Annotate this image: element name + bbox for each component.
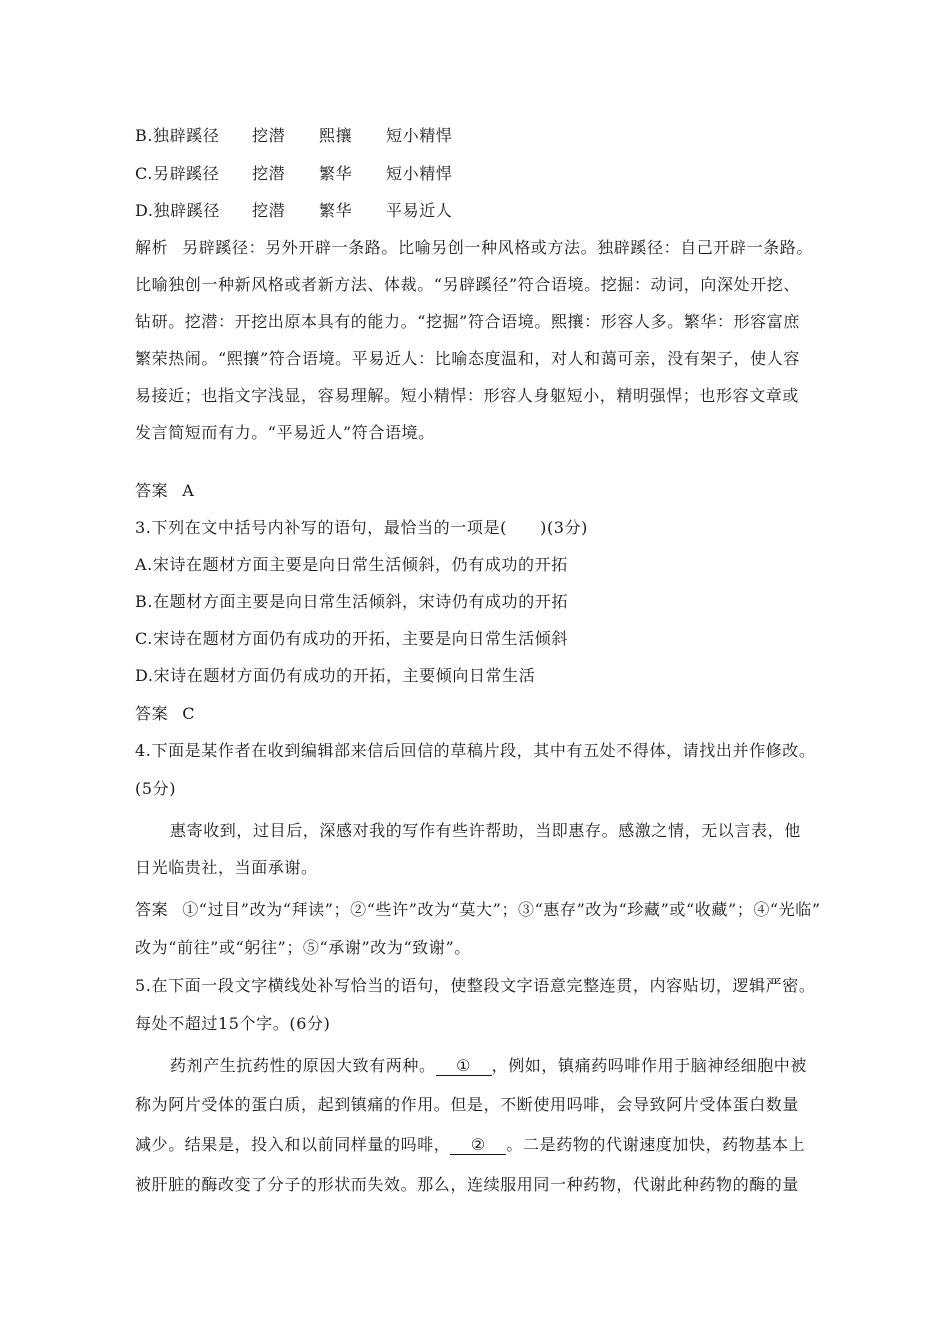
- analysis-line: [135, 237, 813, 259]
- analysis-text: 另辟蹊径：另外开辟一条路。比喻另创一种风格或方法。独辟蹊径：自己开辟一条路。: [182, 238, 814, 257]
- passage-text: 。二是药物的代谢速度加快，药物基本上: [506, 1135, 806, 1154]
- q5-passage: 称为阿片受体的蛋白质，起到镇痛的作用。但是，不断使用吗啡，会导致阿片受体蛋白数量: [135, 1095, 800, 1114]
- option-word: 短小精悍: [386, 164, 453, 183]
- q3-option-a: A.宋诗在题材方面主要是向日常生活倾斜，仍有成功的开拓: [135, 555, 568, 574]
- option-word: 繁华: [319, 201, 353, 220]
- analysis-line: 繁荣热闹。“熙攘”符合语境。平易近人：比喻态度温和，对人和蔼可亲，没有架子，使人容: [135, 349, 800, 368]
- passage-text: 减少。结果是，投入和以前同样量的吗啡，: [135, 1135, 451, 1154]
- option-word: 繁华: [319, 164, 353, 183]
- option-letter: C.: [135, 164, 153, 183]
- analysis-line: 易接近；也指文字浅显，容易理解。短小精悍：形容人身躯短小，精明强悍；也形容文章或: [135, 386, 800, 405]
- q3-option-d: D.宋诗在题材方面仍有成功的开拓，主要倾向日常生活: [135, 666, 536, 685]
- option-word: 另辟蹊径: [152, 164, 220, 183]
- q3-option-b: B.在题材方面主要是向日常生活倾斜，宋诗仍有成功的开拓: [135, 592, 569, 611]
- q3-answer: [135, 703, 195, 725]
- answer-label: 答案: [135, 704, 169, 723]
- q5-passage: [170, 1055, 807, 1077]
- option-word: 挖潜: [252, 164, 286, 183]
- q4-stem: (5分): [135, 779, 177, 798]
- fill-blank-2: ②: [450, 1136, 506, 1155]
- analysis-line: 发言简短而有力。“平易近人”符合语境。: [135, 423, 435, 442]
- option-word: 挖潜: [252, 201, 286, 220]
- analysis-line: 比喻独创一种新风格或者新方法、体裁。“另辟蹊径”符合语境。挖掘：动词，向深处开挖、: [135, 275, 800, 294]
- q5-stem: 每处不超过15个字。(6分): [135, 1014, 331, 1033]
- analysis-label: 解析: [135, 238, 169, 257]
- option-word: 挖潜: [252, 126, 286, 145]
- analysis-line: 钻研。挖潜：开挖出原本具有的能力。“挖掘”符合语境。熙攘：形容人多。繁华：形容富庶: [135, 312, 800, 331]
- option-c: [135, 163, 452, 185]
- q3-stem: 3.下列在文中括号内补写的语句，最恰当的一项是( )(3分): [135, 518, 589, 537]
- passage-text: ，例如，镇痛药吗啡作用于脑神经细胞中被: [491, 1056, 808, 1075]
- q4-stem: 4.下面是某作者在收到编辑部来信后回信的草稿片段，其中有五处不得体，请找出并作修改。: [135, 741, 816, 760]
- q4-answer: 改为“前往”或“躬往”；⑤“承谢”改为“致谢”。: [135, 938, 471, 957]
- q2-answer: [135, 480, 194, 502]
- option-word: 平易近人: [386, 201, 453, 220]
- fill-blank-1: ①: [436, 1057, 492, 1076]
- answer-value: A: [182, 481, 195, 500]
- option-b: [135, 125, 452, 147]
- option-word: 熙攘: [319, 126, 353, 145]
- option-word: 独辟蹊径: [153, 126, 220, 145]
- answer-value: C: [182, 704, 196, 723]
- passage-text: 药剂产生抗药性的原因大致有两种。: [170, 1056, 436, 1075]
- answer-label: 答案: [135, 900, 169, 919]
- q4-answer: [135, 899, 821, 921]
- option-word: 独辟蹊径: [153, 201, 220, 220]
- answer-text: ①“过目”改为“拜读”；②“些许”改为“莫大”；③“惠存”改为“珍藏”或“收藏”；④“光临”: [182, 900, 821, 919]
- answer-label: 答案: [135, 481, 169, 500]
- option-letter: D.: [135, 201, 154, 220]
- option-letter: B.: [135, 126, 154, 145]
- q4-passage: 日光临贵社，当面承谢。: [135, 858, 318, 877]
- q5-stem: 5.在下面一段文字横线处补写恰当的语句，使整段文字语意完整连贯，内容贴切，逻辑严密。: [135, 976, 816, 995]
- q5-passage: 被肝脏的酶改变了分子的形状而失效。那么，连续服用同一种药物，代谢此种药物的酶的量: [135, 1175, 800, 1194]
- option-word: 短小精悍: [386, 126, 453, 145]
- q4-passage: 惠寄收到，过目后，深感对我的写作有些许帮助，当即惠存。感激之情，无以言表，他: [170, 821, 801, 840]
- q5-passage: [135, 1134, 805, 1156]
- option-d: [135, 200, 452, 222]
- q3-option-c: C.宋诗在题材方面仍有成功的开拓，主要是向日常生活倾斜: [135, 629, 568, 648]
